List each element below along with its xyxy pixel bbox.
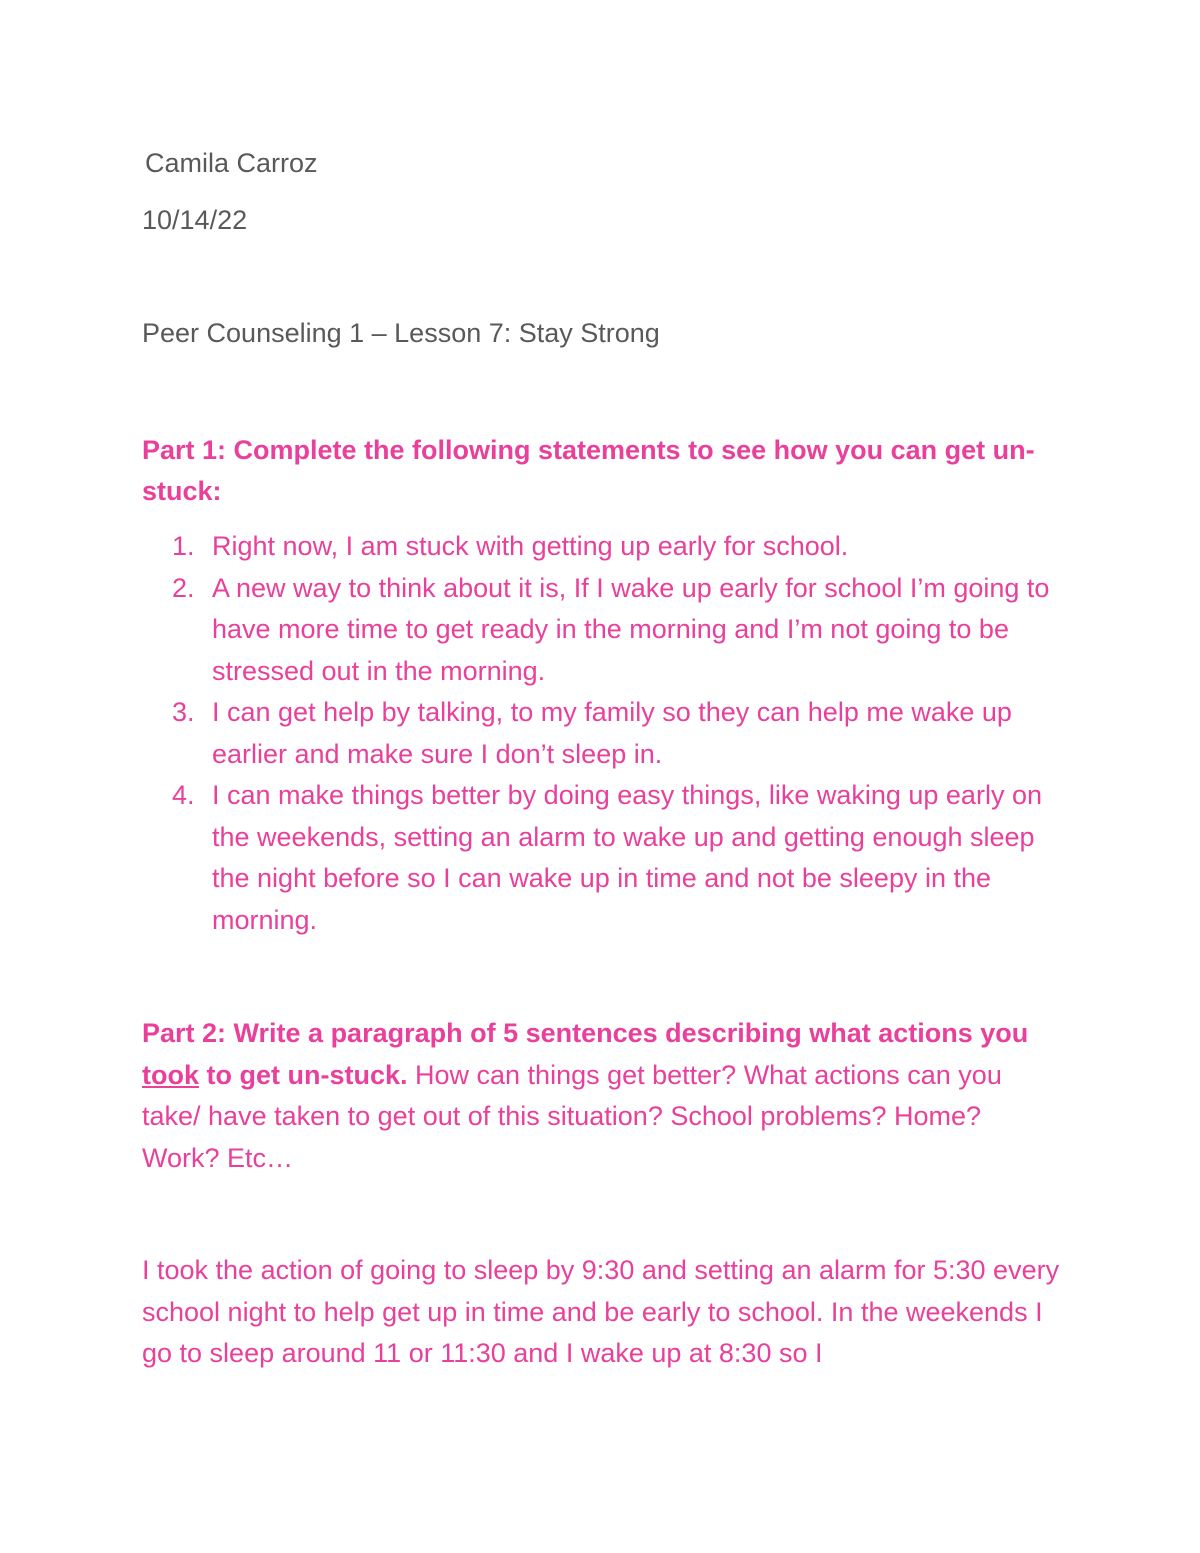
list-item-number: 1. <box>172 531 195 561</box>
list-item <box>142 568 1062 693</box>
list-item <box>142 526 1062 568</box>
document-date: 10/14/22 <box>142 205 248 235</box>
list-item-text: Right now, I am stuck with getting up early for school. <box>212 531 849 561</box>
part2-prompt: How can things get better? What actions can you take/ have taken to get out of this situation? School problems? Home? Work? Etc… <box>142 1059 1002 1173</box>
part2-heading-start: Part 2: Write a paragraph of 5 sentences describing what actions you <box>142 1018 1029 1048</box>
list-item <box>142 775 1062 941</box>
list-item-number: 2. <box>172 572 195 603</box>
part2-paragraph <box>142 1013 1062 1179</box>
list-item-text: I can make things better by doing easy things, like waking up early on the weekends, setting an alarm to wake up and getting enough sleep the night before so I can wake up in time and not be sleepy in the morning. <box>212 780 1042 935</box>
list-item-number: 4. <box>172 780 195 810</box>
author-name: Camila Carroz <box>145 148 318 178</box>
document-title: Peer Counseling 1 – Lesson 7: Stay Strong <box>142 318 660 348</box>
list-item-text: I can get help by talking, to my family so they can help me wake up earlier and make sure I don’t sleep in. <box>212 697 1012 769</box>
part2-answer: I took the action of going to sleep by 9:30 and setting an alarm for 5:30 every school night to help get up in time and be early to school. In the weekends I go to sleep around 11 or 11:30 and I wake up at 8:30 so I <box>142 1255 1060 1368</box>
list-item-number: 3. <box>172 697 195 727</box>
part2-heading-end: to get un-stuck. <box>199 1059 408 1090</box>
part1-heading: Part 1: Complete the following statements to see how you can get un-stuck: <box>142 435 1035 506</box>
list-item-text: A new way to think about it is, If I wake up early for school I’m going to have more time to get ready in the morning and I’m not going to be stressed out in the morning. <box>212 572 1050 686</box>
part1-list <box>142 526 1062 941</box>
list-item <box>142 692 1062 775</box>
part2-heading-underlined: took <box>142 1059 199 1090</box>
